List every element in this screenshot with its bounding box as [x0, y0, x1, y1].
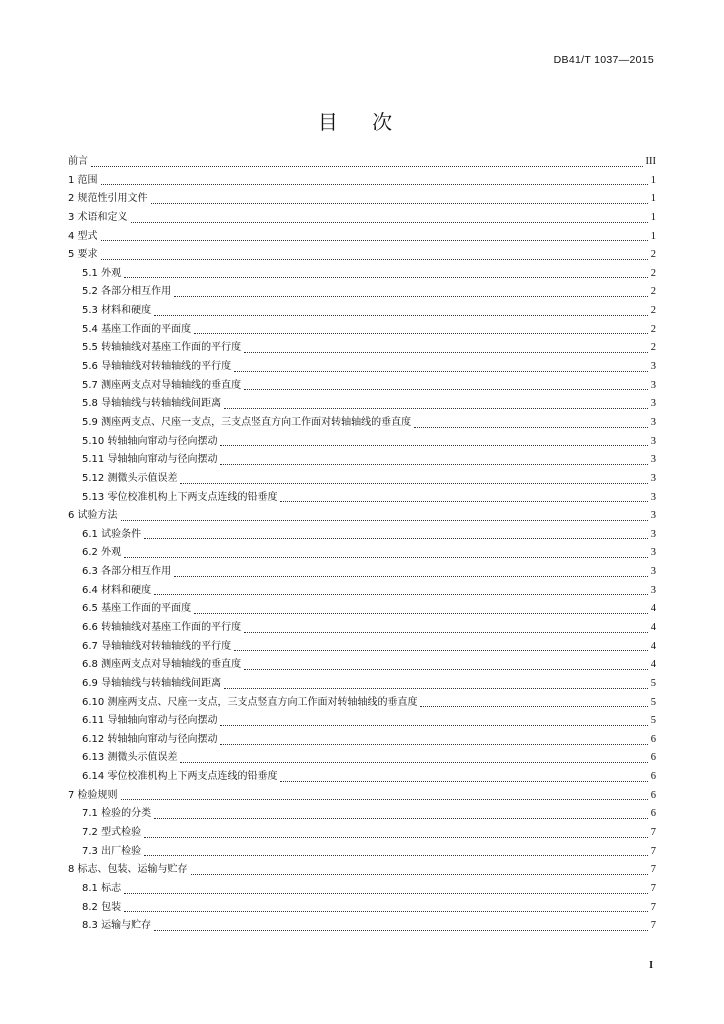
- toc-entry-page: 2: [650, 323, 656, 335]
- toc-entry-label: 7.3 出厂检验: [82, 845, 142, 857]
- toc-entry-label: 7 检验规则: [68, 789, 118, 801]
- toc-dot-leader: [154, 930, 648, 931]
- toc-entry-label: 5.4 基座工作面的平面度: [82, 323, 192, 335]
- toc-dot-leader: [194, 613, 648, 614]
- toc-entry[interactable]: [68, 321, 656, 340]
- toc-entry-page: 3: [650, 416, 656, 428]
- toc-entry[interactable]: [68, 302, 656, 321]
- toc-entry-label: 5.2 各部分相互作用: [82, 286, 172, 298]
- toc-entry-page: 1: [650, 174, 656, 186]
- toc-dot-leader: [124, 911, 648, 912]
- toc-entry[interactable]: [68, 470, 656, 489]
- toc-entry[interactable]: [68, 899, 656, 918]
- toc-entry[interactable]: [68, 339, 656, 358]
- toc-entry-label: 6 试验方法: [68, 510, 118, 522]
- toc-entry[interactable]: [68, 451, 656, 470]
- toc-entry[interactable]: [68, 675, 656, 694]
- toc-entry-page: 3: [650, 361, 656, 373]
- toc-entry-label: 6.14 零位校准机构上下两支点连线的铅垂度: [82, 771, 278, 783]
- toc-entry[interactable]: [68, 768, 656, 787]
- toc-entry-label: 6.12 转轴轴向窜动与径向摆动: [82, 733, 218, 745]
- toc-entry-label: 5.11 导轴轴向窜动与径向摆动: [82, 454, 218, 466]
- toc-entry-page: 4: [650, 603, 656, 615]
- toc-entry-page: 7: [650, 845, 656, 857]
- page-title: 目 次: [317, 110, 407, 134]
- toc-entry-page: 6: [650, 771, 656, 783]
- toc-entry[interactable]: [68, 563, 656, 582]
- toc-entry-label: 5.5 转轴轴线对基座工作面的平行度: [82, 342, 242, 354]
- toc-entry-page: 6: [650, 789, 656, 801]
- toc-entry-page: 3: [650, 566, 656, 578]
- toc-dot-leader: [414, 427, 648, 428]
- toc-entry-page: 3: [650, 454, 656, 466]
- toc-dot-leader: [234, 650, 648, 651]
- toc-entry-label: 6.11 导轴轴向窜动与径向摆动: [82, 715, 218, 727]
- toc-dot-leader: [220, 744, 647, 745]
- toc-entry-page: 4: [650, 659, 656, 671]
- toc-entry-label: 5.7 测座两支点对导轴轴线的垂直度: [82, 379, 242, 391]
- toc-dot-leader: [280, 781, 647, 782]
- toc-entry-page: 6: [650, 752, 656, 764]
- toc-entry[interactable]: [68, 582, 656, 601]
- toc-entry-page: 6: [650, 733, 656, 745]
- toc-entry-label: 6.9 导轴轴线与转轴轴线间距离: [82, 677, 222, 689]
- toc-entry-page: 3: [650, 510, 656, 522]
- toc-dot-leader: [91, 166, 643, 167]
- toc-entry[interactable]: [68, 283, 656, 302]
- toc-dot-leader: [280, 501, 647, 502]
- toc-entry[interactable]: [68, 433, 656, 452]
- toc-entry-page: 1: [650, 230, 656, 242]
- toc-dot-leader: [244, 632, 648, 633]
- toc-dot-leader: [101, 240, 648, 241]
- toc-entry[interactable]: [68, 694, 656, 713]
- toc-dot-leader: [191, 874, 648, 875]
- toc-entry-page: 7: [650, 864, 656, 876]
- toc-entry-label: 5.13 零位校准机构上下两支点连线的铅垂度: [82, 491, 278, 503]
- toc-entry-label: 6.13 测微头示值误差: [82, 752, 178, 764]
- toc-dot-leader: [154, 315, 648, 316]
- toc-entry-page: 2: [650, 305, 656, 317]
- toc-entry[interactable]: [68, 172, 656, 191]
- toc-entry[interactable]: [68, 153, 656, 172]
- toc-entry[interactable]: [68, 917, 656, 936]
- toc-entry-page: 2: [650, 267, 656, 279]
- toc-entry-label: 6.10 测座两支点、尺座一支点，三支点竖直方向工作面对转轴轴线的垂直度: [82, 696, 418, 708]
- toc-entry-page: 6: [650, 808, 656, 820]
- toc-dot-leader: [180, 483, 647, 484]
- toc-entry-label: 1 范围: [68, 174, 98, 186]
- toc-entry[interactable]: [68, 880, 656, 899]
- table-of-contents: [68, 153, 656, 936]
- toc-entry[interactable]: [68, 712, 656, 731]
- toc-dot-leader: [101, 259, 648, 260]
- toc-entry[interactable]: [68, 507, 656, 526]
- toc-entry-label: 5.9 测座两支点、尺座一支点，三支点竖直方向工作面对转轴轴线的垂直度: [82, 416, 412, 428]
- toc-entry-page: 7: [650, 882, 656, 894]
- toc-entry-page: 5: [650, 696, 656, 708]
- toc-dot-leader: [124, 893, 648, 894]
- toc-entry-label: 3 术语和定义: [68, 211, 128, 223]
- toc-dot-leader: [121, 520, 648, 521]
- toc-entry-page: 5: [650, 677, 656, 689]
- toc-entry-label: 8.2 包装: [82, 901, 122, 913]
- toc-entry[interactable]: [68, 805, 656, 824]
- toc-entry[interactable]: [68, 600, 656, 619]
- toc-entry[interactable]: [68, 190, 656, 209]
- toc-entry[interactable]: [68, 544, 656, 563]
- toc-entry-label: 4 型式: [68, 230, 98, 242]
- toc-dot-leader: [121, 799, 648, 800]
- toc-entry-page: 1: [650, 193, 656, 205]
- toc-dot-leader: [244, 389, 648, 390]
- toc-dot-leader: [131, 222, 648, 223]
- toc-entry[interactable]: [68, 414, 656, 433]
- toc-entry-page: 2: [650, 342, 656, 354]
- toc-entry-page: 2: [650, 249, 656, 261]
- toc-entry[interactable]: [68, 265, 656, 284]
- toc-dot-leader: [220, 445, 647, 446]
- toc-dot-leader: [180, 762, 647, 763]
- toc-dot-leader: [174, 296, 648, 297]
- toc-entry-label: 6.3 各部分相互作用: [82, 566, 172, 578]
- toc-entry-label: 8.1 标志: [82, 882, 122, 894]
- toc-dot-leader: [220, 464, 647, 465]
- toc-entry[interactable]: [68, 750, 656, 769]
- toc-entry[interactable]: [68, 377, 656, 396]
- toc-entry[interactable]: [68, 489, 656, 508]
- toc-entry-label: 6.8 测座两支点对导轴轴线的垂直度: [82, 659, 242, 671]
- toc-entry[interactable]: [68, 787, 656, 806]
- toc-entry-label: 6.1 试验条件: [82, 528, 142, 540]
- toc-entry-label: 6.5 基座工作面的平面度: [82, 603, 192, 615]
- toc-entry-label: 5 要求: [68, 249, 98, 261]
- toc-dot-leader: [124, 277, 648, 278]
- toc-entry-label: 6.2 外观: [82, 547, 122, 559]
- toc-entry[interactable]: [68, 824, 656, 843]
- toc-entry[interactable]: [68, 638, 656, 657]
- toc-entry-page: III: [645, 155, 656, 167]
- toc-dot-leader: [244, 352, 648, 353]
- toc-entry[interactable]: [68, 731, 656, 750]
- toc-dot-leader: [124, 557, 648, 558]
- toc-entry-label: 6.7 导轴轴线对转轴轴线的平行度: [82, 640, 232, 652]
- toc-entry-label: 5.6 导轴轴线对转轴轴线的平行度: [82, 361, 232, 373]
- toc-entry[interactable]: [68, 209, 656, 228]
- toc-entry-label: 8.3 运输与贮存: [82, 920, 152, 932]
- toc-entry-label: 7.1 检验的分类: [82, 808, 152, 820]
- toc-dot-leader: [151, 203, 648, 204]
- toc-entry-label: 5.12 测微头示值误差: [82, 472, 178, 484]
- toc-dot-leader: [420, 706, 647, 707]
- toc-entry-label: 前言: [68, 155, 88, 167]
- toc-entry-page: 2: [650, 286, 656, 298]
- toc-entry-page: 7: [650, 920, 656, 932]
- toc-entry-page: 1: [650, 211, 656, 223]
- toc-entry-label: 5.1 外观: [82, 267, 122, 279]
- toc-entry-page: 5: [650, 715, 656, 727]
- toc-entry-label: 2 规范性引用文件: [68, 193, 148, 205]
- toc-entry[interactable]: [68, 246, 656, 265]
- toc-entry[interactable]: [68, 861, 656, 880]
- toc-entry-page: 3: [650, 379, 656, 391]
- toc-entry-page: 4: [650, 622, 656, 633]
- toc-entry-label: 7.2 型式检验: [82, 827, 142, 839]
- toc-entry[interactable]: [68, 526, 656, 545]
- toc-entry-page: 3: [650, 528, 656, 540]
- toc-dot-leader: [220, 725, 647, 726]
- toc-dot-leader: [224, 408, 648, 409]
- toc-dot-leader: [144, 837, 648, 838]
- toc-entry-label: 6.6 转轴轴线对基座工作面的平行度: [82, 622, 242, 633]
- toc-dot-leader: [174, 576, 648, 577]
- toc-entry-label: 5.3 材料和硬度: [82, 305, 152, 317]
- toc-dot-leader: [144, 538, 648, 539]
- toc-entry-page: 3: [650, 547, 656, 559]
- toc-dot-leader: [194, 333, 648, 334]
- toc-entry-label: 6.4 材料和硬度: [82, 584, 152, 596]
- toc-dot-leader: [154, 818, 648, 819]
- toc-entry-page: 7: [650, 901, 656, 913]
- toc-entry[interactable]: [68, 395, 656, 414]
- toc-entry[interactable]: [68, 358, 656, 377]
- toc-dot-leader: [224, 688, 648, 689]
- toc-entry[interactable]: [68, 228, 656, 247]
- toc-entry-label: 5.8 导轴轴线与转轴轴线间距离: [82, 398, 222, 410]
- toc-entry[interactable]: [68, 843, 656, 862]
- toc-entry-label: 5.10 转轴轴向窜动与径向摆动: [82, 435, 218, 447]
- toc-dot-leader: [154, 594, 648, 595]
- toc-entry[interactable]: [68, 656, 656, 675]
- toc-dot-leader: [101, 184, 648, 185]
- toc-entry-page: 3: [650, 398, 656, 410]
- toc-entry-page: 3: [650, 472, 656, 484]
- toc-entry-page: 3: [650, 491, 656, 503]
- toc-dot-leader: [234, 371, 648, 372]
- toc-entry-page: 4: [650, 640, 656, 652]
- standard-code: DB41/T 1037—2015: [553, 54, 654, 66]
- page-number: I: [649, 960, 653, 971]
- toc-entry-label: 8 标志、包装、运输与贮存: [68, 864, 188, 876]
- toc-entry-page: 3: [650, 584, 656, 596]
- toc-entry-page: 3: [650, 435, 656, 447]
- toc-entry[interactable]: [68, 619, 656, 638]
- toc-dot-leader: [144, 855, 648, 856]
- toc-entry-page: 7: [650, 827, 656, 839]
- toc-dot-leader: [244, 669, 648, 670]
